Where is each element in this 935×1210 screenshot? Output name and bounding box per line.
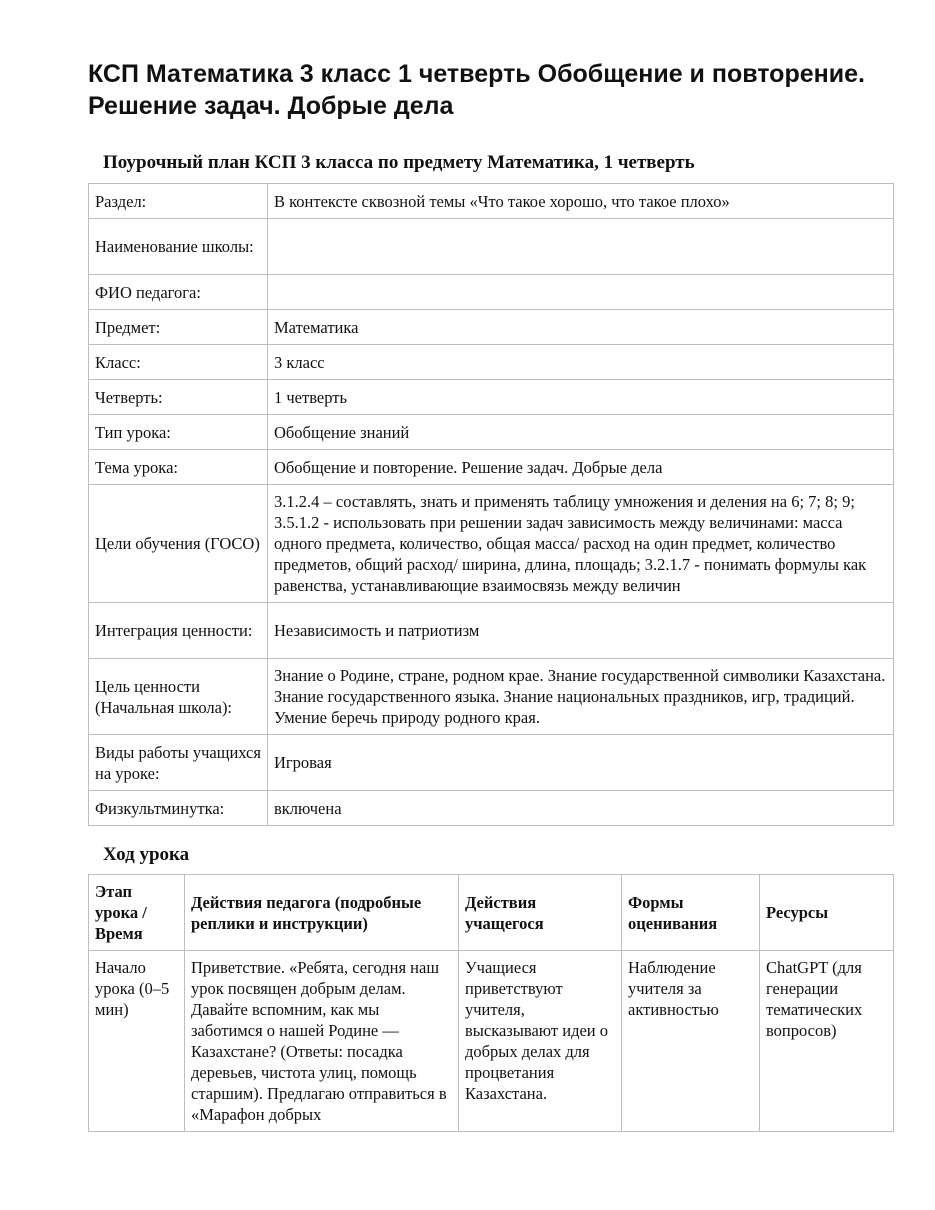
column-header-teacher-actions: Действия педагога (подробные реплики и инструкции) bbox=[185, 875, 459, 951]
info-row-section bbox=[89, 184, 894, 219]
info-row-lesson-type bbox=[89, 415, 894, 450]
info-label: Тема урока: bbox=[89, 450, 268, 485]
resources-cell: ChatGPT (для генерации тематических вопросов) bbox=[760, 951, 894, 1132]
info-label: Класс: bbox=[89, 345, 268, 380]
info-label: Цели обучения (ГОСО) bbox=[89, 485, 268, 603]
lesson-table-header-row bbox=[89, 875, 894, 951]
info-row-physical-break bbox=[89, 791, 894, 826]
column-header-resources: Ресурсы bbox=[760, 875, 894, 951]
info-value: Математика bbox=[268, 310, 894, 345]
column-header-student-actions: Действия учащегося bbox=[459, 875, 622, 951]
teacher-actions-cell: Приветствие. «Ребята, сегодня наш урок посвящен добрым делам. Давайте вспомним, как мы заботимся о нашей Родине — Казахстане? (Ответы: посадка деревьев, чистота улиц, помощь старшим). Предлагаю отправиться в «Марафон добрых bbox=[185, 951, 459, 1132]
info-label: Цель ценности (Начальная школа): bbox=[89, 659, 268, 735]
info-label: Виды работы учащихся на уроке: bbox=[89, 735, 268, 791]
info-value: 1 четверть bbox=[268, 380, 894, 415]
info-label: Физкультминутка: bbox=[89, 791, 268, 826]
document-page bbox=[88, 58, 893, 1132]
info-value: Обобщение знаний bbox=[268, 415, 894, 450]
info-label: Раздел: bbox=[89, 184, 268, 219]
info-row-learning-goals bbox=[89, 485, 894, 603]
info-row-value-integration bbox=[89, 603, 894, 659]
info-row-school bbox=[89, 219, 894, 275]
info-label: Тип урока: bbox=[89, 415, 268, 450]
column-header-stage: Этап урока / Время bbox=[89, 875, 185, 951]
info-value: Знание о Родине, стране, родном крае. Знание государственной символики Казахстана. Знание государственного языка. Знание национальных праздников, игр, традиций. Умение беречь природу родного края. bbox=[268, 659, 894, 735]
info-row-work-types bbox=[89, 735, 894, 791]
student-actions-cell: Учащиеся приветствуют учителя, высказывают идеи о добрых делах для процветания Казахстана. bbox=[459, 951, 622, 1132]
plan-heading: Поурочный план КСП 3 класса по предмету Математика, 1 четверть bbox=[103, 152, 695, 173]
info-value: В контексте сквозной темы «Что такое хорошо, что такое плохо» bbox=[268, 184, 894, 219]
info-row-subject bbox=[89, 310, 894, 345]
info-value: Независимость и патриотизм bbox=[268, 603, 894, 659]
info-row-lesson-topic bbox=[89, 450, 894, 485]
info-row-quarter bbox=[89, 380, 894, 415]
info-label: Наименование школы: bbox=[89, 219, 268, 275]
table-row bbox=[89, 951, 894, 1132]
assessment-cell: Наблюдение учителя за активностью bbox=[622, 951, 760, 1132]
info-row-grade bbox=[89, 345, 894, 380]
info-label: Предмет: bbox=[89, 310, 268, 345]
info-value bbox=[268, 219, 894, 275]
column-header-assessment: Формы оценивания bbox=[622, 875, 760, 951]
lesson-info-table bbox=[88, 183, 894, 826]
info-label: ФИО педагога: bbox=[89, 275, 268, 310]
info-label: Интеграция ценности: bbox=[89, 603, 268, 659]
info-value: Обобщение и повторение. Решение задач. Добрые дела bbox=[268, 450, 894, 485]
info-value: 3 класс bbox=[268, 345, 894, 380]
info-row-teacher bbox=[89, 275, 894, 310]
info-value bbox=[268, 275, 894, 310]
info-row-value-goal bbox=[89, 659, 894, 735]
lesson-flow-table bbox=[88, 874, 894, 1132]
info-value: 3.1.2.4 – составлять, знать и применять таблицу умножения и деления на 6; 7; 8; 9; 3.5.1.2 - использовать при решении задач зависимость между величинами: масса одного предмета, количество, общая масса/ расход на один предмет, количество предметов, общий расход/ ширина, длина, площадь; 3.2.1.7 - понимать формулы как равенства, устанавливающие взаимосвязь между величин bbox=[268, 485, 894, 603]
info-label: Четверть: bbox=[89, 380, 268, 415]
lesson-flow-heading: Ход урока bbox=[103, 844, 190, 865]
info-value: Игровая bbox=[268, 735, 894, 791]
stage-cell: Начало урока (0–5 мин) bbox=[89, 951, 185, 1132]
info-value: включена bbox=[268, 791, 894, 826]
document-title: КСП Математика 3 класс 1 четверть Обобщение и повторение. Решение задач. Добрые дела bbox=[88, 60, 865, 120]
